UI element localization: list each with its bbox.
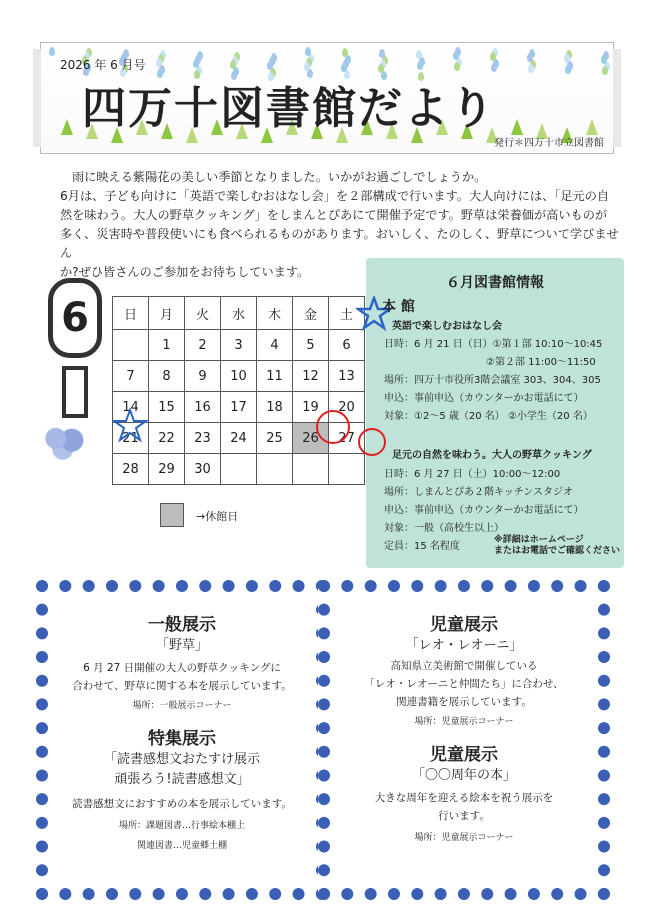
event1-date2: ②第２部 11:00～11:50	[486, 357, 596, 368]
event1-apply: 申込：事前申込（カウンターかお電話にて）	[384, 393, 584, 404]
exhibit-desc: 大きな周年を迎える絵本を祝う展示を	[374, 792, 554, 804]
exhibit-place: 場所：課題図書…行事絵本棚上	[118, 821, 245, 831]
exhibit-place: 場所：児童展示コーナー	[414, 833, 514, 843]
event2-date: 日時：6 月 27 日（土）10:00～12:00	[384, 469, 561, 480]
intro-line: 雨に映える紫陽花の美しい季節となりました。いかがお過ごしでしょうか。	[72, 170, 487, 184]
exhibit-desc: 合わせて、野草に関する本を展示しています。	[72, 680, 292, 692]
weekday-header: 木	[257, 297, 293, 330]
month-kanji-graphic	[62, 366, 88, 418]
raindrop-icon	[304, 62, 310, 71]
calendar-day: 7	[113, 361, 149, 392]
calendar-day: 9	[185, 361, 221, 392]
weekday-header: 日	[113, 297, 149, 330]
calendar-day: 20	[329, 392, 365, 423]
raindrop-icon	[49, 47, 55, 56]
event2-note2: またはお電話でご確認ください	[494, 546, 621, 556]
weekday-header: 火	[185, 297, 221, 330]
exhibit-place: 関連図書…児童郷土棚	[136, 841, 227, 851]
exhibit-heading: 児童展示	[430, 745, 498, 765]
calendar-day: 18	[257, 392, 293, 423]
calendar-day: 19	[293, 392, 329, 423]
publisher-label: 発行＊四万十市立図書館	[494, 138, 604, 149]
calendar-day: 3	[221, 330, 257, 361]
calendar-day: 8	[149, 361, 185, 392]
raindrop-icon	[527, 53, 533, 62]
raindrop-icon	[602, 66, 608, 75]
raindrop-icon	[416, 50, 422, 59]
raindrop-icon	[379, 49, 385, 58]
raindrop-icon	[267, 61, 273, 70]
calendar-day: 14	[113, 392, 149, 423]
raindrop-icon	[342, 48, 348, 57]
calendar-day: 30	[185, 454, 221, 485]
raindrop-icon	[490, 52, 496, 61]
event1-name: 英語で楽しむおはなし会	[392, 321, 502, 332]
calendar-day: 22	[149, 423, 185, 454]
exhibit-heading: 一般展示	[148, 615, 216, 635]
calendar-week-row	[113, 330, 365, 361]
calendar-table	[112, 296, 365, 485]
calendar-day: 25	[257, 423, 293, 454]
calendar-day: 24	[221, 423, 257, 454]
calendar-day: 16	[185, 392, 221, 423]
raindrop-icon	[601, 55, 607, 64]
issue-label: 2026 年 6 月号	[60, 58, 146, 72]
calendar-month-label	[48, 278, 102, 460]
weekday-header: 月	[149, 297, 185, 330]
event1-target: 対象：①2～5 歳（20 名） ②小学生（20 名）	[384, 411, 593, 422]
exhibit-panel-right	[318, 580, 610, 900]
event-day-circle	[316, 410, 350, 444]
calendar-header-row	[113, 297, 365, 330]
intro-line: 然を味わう。大人の野草クッキング」をしまんとぴあにて開催予定です。野草は栄養価が高いものが	[60, 208, 608, 222]
calendar-day	[221, 454, 257, 485]
weekday-header: 金	[293, 297, 329, 330]
calendar-day: 5	[293, 330, 329, 361]
event2-capacity: 定員：15 名程度	[384, 541, 460, 552]
calendar-day: 21	[113, 423, 149, 454]
calendar-day: 17	[221, 392, 257, 423]
exhibit-title: 「〇〇周年の本」	[411, 768, 516, 783]
calendar-day: 11	[257, 361, 293, 392]
calendar-day: 23	[185, 423, 221, 454]
raindrop-icon	[305, 47, 311, 56]
closed-day-swatch	[160, 503, 184, 527]
exhibit-heading: 特集展示	[148, 729, 216, 749]
raindrop-icon	[565, 65, 571, 74]
calendar-day	[257, 454, 293, 485]
exhibit-place: 場所：一般展示コーナー	[132, 701, 232, 711]
hydrangea-illustration	[42, 424, 88, 460]
calendar-day: 27	[329, 423, 365, 454]
raindrop-icon	[193, 59, 199, 68]
calendar-day: 13	[329, 361, 365, 392]
raindrop-icon	[417, 61, 423, 70]
exhibit-panel-left	[36, 580, 328, 900]
calendar-week-row	[113, 361, 365, 392]
exhibit-desc: 行います。	[438, 810, 490, 822]
event1-place: 場所：四万十市役所3階会議室 303、304、305	[384, 375, 601, 386]
intro-line: か?ぜひ皆さんのご参加をお待ちしています。	[60, 265, 310, 279]
intro-line: 6月は、子ども向けに「英語で楽しむおはなし会」を２部構成で行います。大人向けには、「足元の自	[60, 189, 610, 203]
raindrop-icon	[564, 54, 570, 63]
exhibit-title: 「レオ・レオーニ」	[405, 638, 523, 653]
exhibit-place: 場所：児童展示コーナー	[414, 717, 514, 727]
event2-circle	[358, 428, 386, 456]
exhibit-title: 頑張ろう!読書感想文」	[114, 772, 250, 787]
event1-date1: 日時：6 月 21 日（日）①第１部 10:10～10:45	[384, 339, 603, 350]
raindrop-icon	[528, 64, 534, 73]
tree-icon	[61, 119, 73, 135]
raindrop-icon	[341, 63, 347, 72]
intro-line: 多く、災害時や普段使いにも食べられるものがあります。おいしく、たのしく、野草について学びません	[60, 227, 619, 260]
raindrop-icon	[156, 58, 162, 67]
calendar-day: 1	[149, 330, 185, 361]
closed-day-legend: →休館日	[196, 510, 239, 523]
calendar-day	[113, 330, 149, 361]
weekday-header: 土	[329, 297, 365, 330]
calendar-day: 12	[293, 361, 329, 392]
month-numeral: 6	[48, 278, 102, 358]
calendar-day	[329, 454, 365, 485]
exhibit-desc: 「レオ・レオーニと仲間たち」に合わせ、	[364, 678, 564, 690]
star-icon	[112, 408, 148, 444]
exhibit-desc: 高知県立美術館で開催している	[390, 660, 538, 672]
exhibit-heading: 児童展示	[430, 615, 498, 635]
calendar-day: 4	[257, 330, 293, 361]
calendar-day: 10	[221, 361, 257, 392]
raindrop-icon	[491, 63, 497, 72]
calendar-day: 28	[113, 454, 149, 485]
raindrop-icon	[454, 62, 460, 71]
calendar-day: 2	[185, 330, 221, 361]
info-title: ６月図書館情報	[446, 275, 544, 291]
event2-place: 場所：しまんとぴあ２階キッチンスタジオ	[384, 487, 573, 498]
event2-name: 足元の自然を味わう。大人の野草クッキング	[392, 450, 592, 461]
calendar-day: 15	[149, 392, 185, 423]
raindrop-icon	[453, 51, 459, 60]
info-section: 本 館	[382, 299, 415, 315]
tree-icon	[586, 119, 598, 135]
calendar-week-row	[113, 454, 365, 485]
calendar-day: 6	[329, 330, 365, 361]
calendar-day	[293, 454, 329, 485]
exhibit-title: 「野草」	[155, 638, 208, 653]
weekday-header: 水	[221, 297, 257, 330]
event2-note1: ※詳細はホームページ	[494, 535, 584, 545]
exhibit-title: 「読書感想文おたすけ展示	[103, 752, 260, 767]
newsletter-title: 四万十図書館だより	[82, 83, 496, 134]
calendar-day: 26	[293, 423, 329, 454]
raindrop-icon	[230, 60, 236, 69]
calendar-day: 29	[149, 454, 185, 485]
event2-apply: 申込：事前申込（カウンターかお電話にて）	[384, 505, 584, 516]
exhibit-desc: 関連書籍を展示しています。	[396, 696, 532, 708]
tree-icon	[511, 119, 523, 135]
exhibit-desc: 読書感想文におすすめの本を展示しています。	[72, 798, 292, 810]
event2-target: 対象：一般（高校生以上）	[384, 523, 504, 534]
exhibit-desc: 6 月 27 日開催の大人の野草クッキングに	[83, 662, 281, 674]
